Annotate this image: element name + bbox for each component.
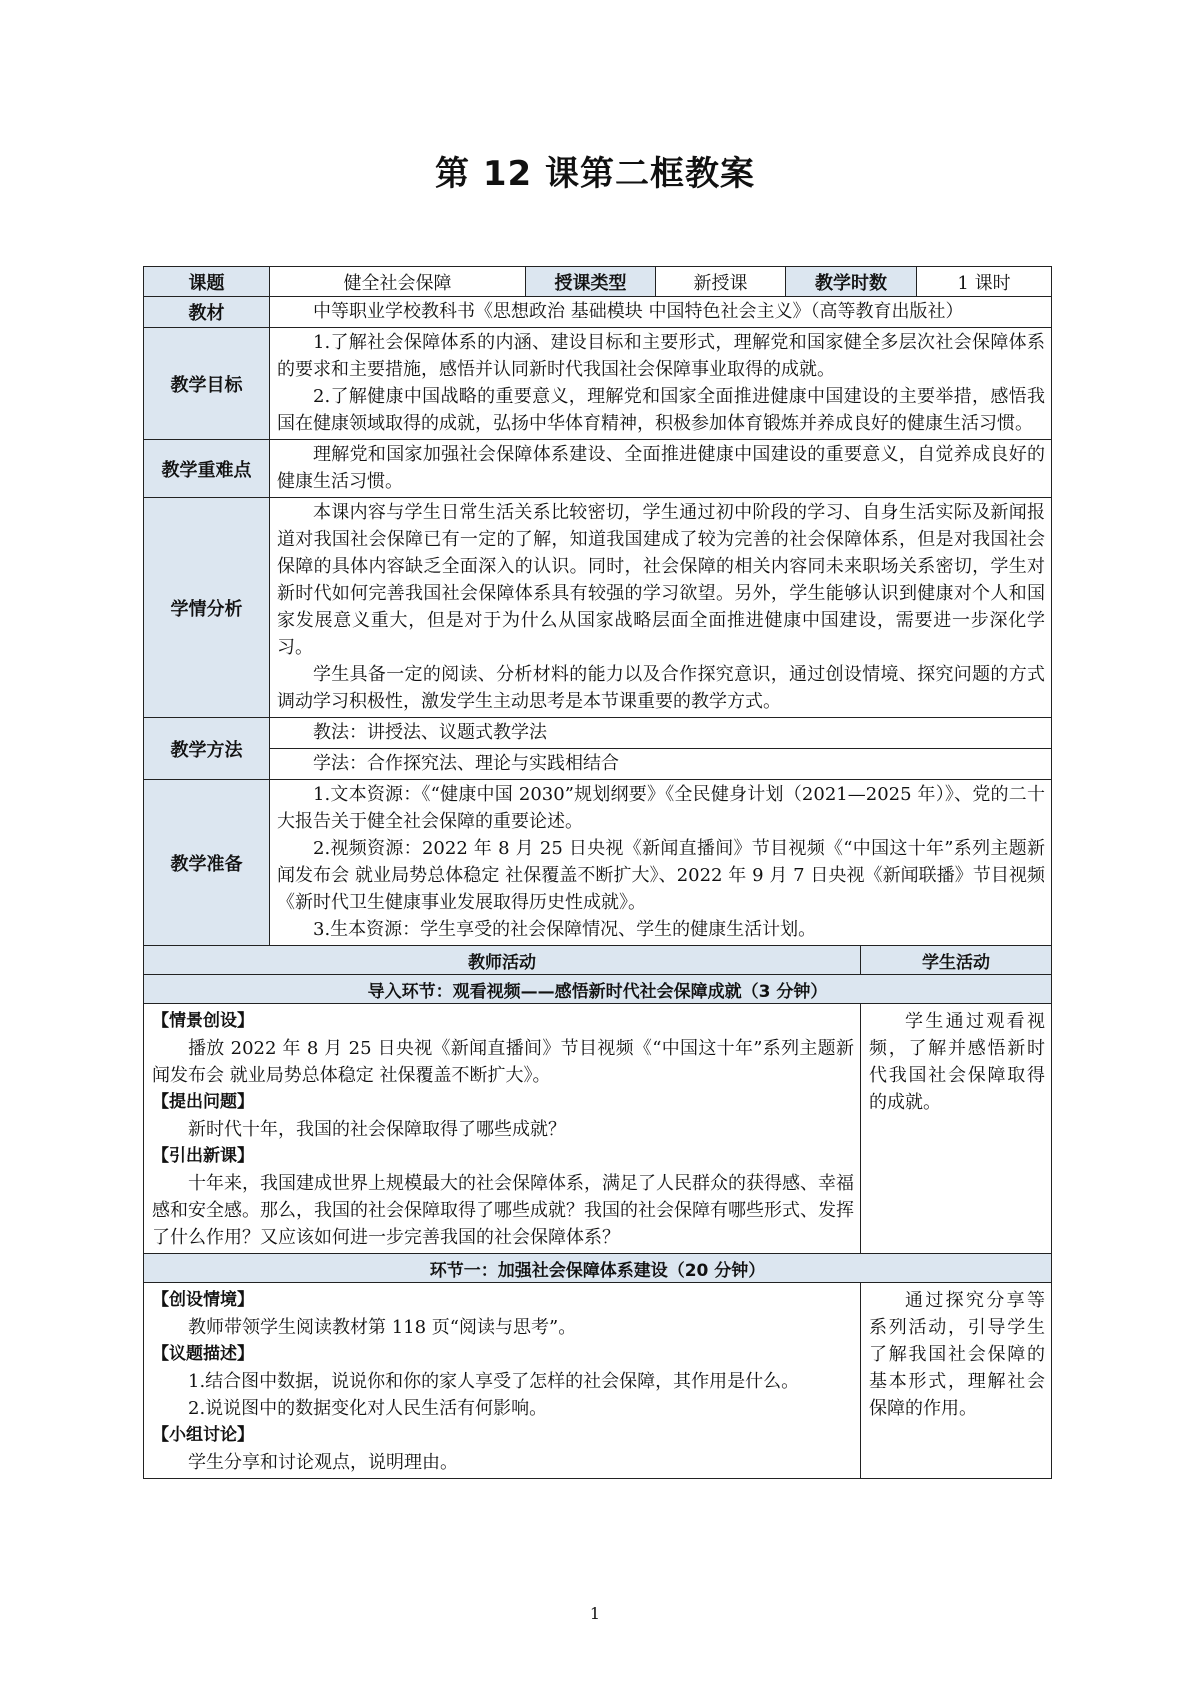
prep-item: 2.视频资源：2022 年 8 月 25 日央视《新闻直播间》节目视频《“中国这十年”系列主题新闻发布会 就业局势总体稳定 社保覆盖不断扩大》、2022 年 9 月 7 日央视《新闻联播》节目视频《新时代卫生健康事业发展取得历史性成就》。 [277,838,1045,913]
hours-label: 教学时数 [786,267,917,297]
section2-student-text: 通过探究分享等系列活动，引导学生了解我国社会保障的基本形式，理解社会保障的作用。 [869,1290,1045,1419]
row-analysis [144,498,1052,718]
textbook-label: 教材 [144,297,270,328]
textbook-value: 中等职业学校教科书《思想政治 基础模块 中国特色社会主义》（高等教育出版社） [313,301,964,322]
section2-text2b: 2.说说图中的数据变化对人民生活有何影响。 [188,1398,548,1419]
page-title: 第 12 课第二框教案 [435,154,755,194]
page-number: 1 [589,1604,601,1623]
row-goals [144,328,1052,440]
analysis-paragraph: 学生具备一定的阅读、分析材料的能力以及合作探究意识，通过创设情境、探究问题的方式调动学习积极性，激发学生主动思考是本节课重要的教学方式。 [277,664,1045,712]
section2-tag1: 【创设情境】 [152,1290,254,1310]
method-learn: 学法：合作探究法、理论与实践相结合 [313,753,619,774]
section2-student [861,1283,1052,1479]
row-textbook [144,297,1052,328]
row-prep [144,780,1052,946]
method-teach: 教法：讲授法、议题式教学法 [313,722,547,743]
section1-tag3: 【引出新课】 [152,1146,254,1166]
section2-text1: 教师带领学生阅读教材第 118 页“阅读与思考”。 [188,1317,577,1338]
row-section2 [144,1283,1052,1479]
section2-text2a: 1.结合图中数据，说说你和你的家人享受了怎样的社会保障，其作用是什么。 [188,1371,800,1392]
row-method-teach [144,718,1052,749]
key-label: 教学重难点 [144,440,270,498]
section1-title: 导入环节：观看视频——感悟新时代社会保障成就（3 分钟） [144,975,1052,1004]
section2-tag3: 【小组讨论】 [152,1425,254,1445]
topic-label: 课题 [144,267,270,297]
type-label: 授课类型 [526,267,656,297]
lesson-plan-table [143,266,1052,1479]
teacher-activity-header: 教师活动 [144,946,861,975]
goals-label: 教学目标 [144,328,270,440]
row-key-points [144,440,1052,498]
goal-item: 1.了解社会保障体系的内涵、建设目标和主要形式，理解党和国家健全多层次社会保障体系的要求和主要措施，感悟并认同新时代我国社会保障事业取得的成就。 [277,332,1045,380]
goal-item: 2.了解健康中国战略的重要意义，理解党和国家全面推进健康中国建设的主要举措，感悟我国在健康领域取得的成就，弘扬中华体育精神，积极参加体育锻炼并养成良好的健康生活习惯。 [277,386,1045,434]
prep-item: 1.文本资源：《“健康中国 2030”规划纲要》《全民健身计划（2021—2025 年）》、党的二十大报告关于健全社会保障的重要论述。 [277,784,1045,832]
row-section1-title [144,975,1052,1004]
key-value: 理解党和国家加强社会保障体系建设、全面推进健康中国建设的重要意义，自觉养成良好的健康生活习惯。 [277,444,1045,492]
section1-student [861,1004,1052,1254]
row-section1 [144,1004,1052,1254]
section1-text1: 播放 2022 年 8 月 25 日央视《新闻直播间》节目视频《“中国这十年”系列主题新闻发布会 就业局势总体稳定 社保覆盖不断扩大》。 [152,1038,854,1086]
section1-text3: 十年来，我国建成世界上规模最大的社会保障体系，满足了人民群众的获得感、幸福感和安全感。那么，我国的社会保障取得了哪些成就？我国的社会保障有哪些形式、发挥了什么作用？又应该如何进一步完善我国的社会保障体系？ [152,1173,854,1248]
method-label: 教学方法 [144,718,270,780]
section2-tag2: 【议题描述】 [152,1344,254,1364]
student-activity-header: 学生活动 [861,946,1052,975]
section2-text3: 学生分享和讨论观点，说明理由。 [188,1452,458,1473]
section2-teacher [144,1283,861,1479]
analysis-paragraph: 本课内容与学生日常生活关系比较密切，学生通过初中阶段的学习、自身生活实际及新闻报道对我国社会保障已有一定的了解，知道我国建成了较为完善的社会保障体系，但是对我国社会保障的具体内容缺乏全面深入的认识。同时，社会保障的相关内容同未来职场关系密切，学生对新时代如何完善我国社会保障体系具有较强的学习欲望。另外，学生能够认识到健康对个人和国家发展意义重大，但是对于为什么从国家战略层面全面推进健康中国建设，需要进一步深化学习。 [277,502,1045,658]
row-method-learn [144,749,1052,780]
hours-value: 1 课时 [917,267,1052,297]
section1-tag1: 【情景创设】 [152,1011,254,1031]
row-section2-title [144,1254,1052,1283]
prep-label: 教学准备 [144,780,270,946]
prep-item: 3.生本资源：学生享受的社会保障情况、学生的健康生活计划。 [313,919,817,940]
section1-student-text: 学生通过观看视频，了解并感悟新时代我国社会保障取得的成就。 [869,1011,1045,1113]
section1-teacher [144,1004,861,1254]
section1-text2: 新时代十年，我国的社会保障取得了哪些成就？ [188,1119,566,1140]
topic-value: 健全社会保障 [270,267,526,297]
analysis-label: 学情分析 [144,498,270,718]
section1-tag2: 【提出问题】 [152,1092,254,1112]
row-activity-headers [144,946,1052,975]
row-topic [144,267,1052,297]
section2-title: 环节一：加强社会保障体系建设（20 分钟） [144,1254,1052,1283]
type-value: 新授课 [656,267,786,297]
